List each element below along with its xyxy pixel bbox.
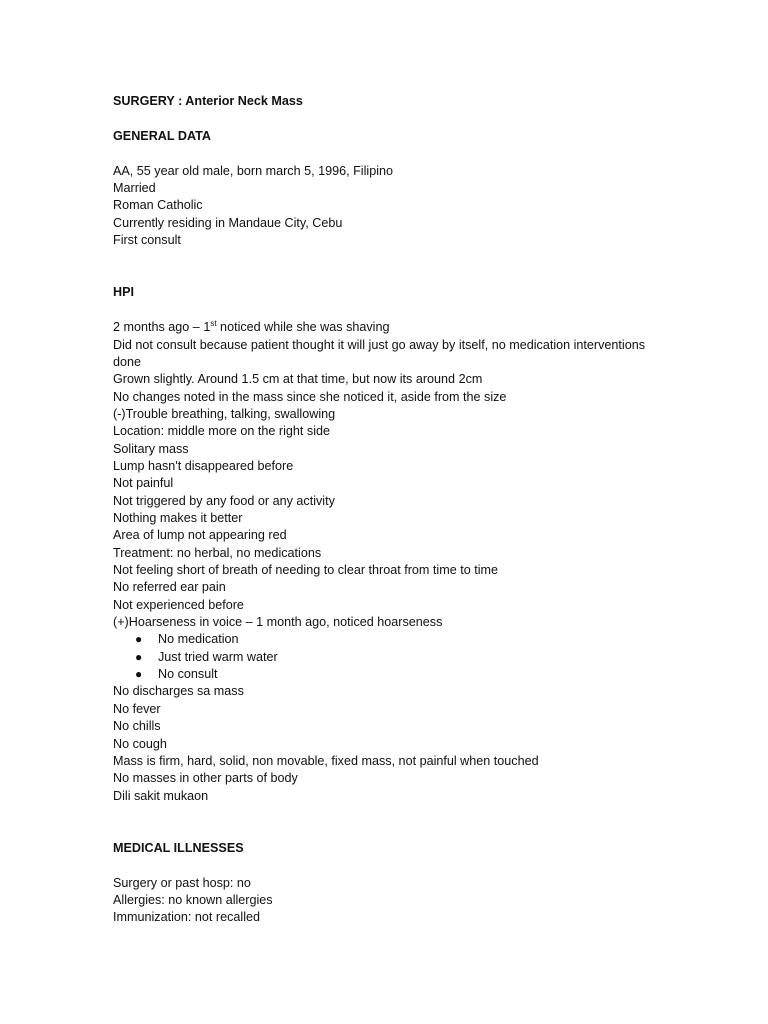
general-data-line: First consult xyxy=(113,233,181,248)
hpi-line: (-)Trouble breathing, talking, swallowing xyxy=(113,406,336,421)
hpi-first-line-prefix: 2 months ago – 1 xyxy=(113,320,211,335)
spacer xyxy=(113,302,673,320)
hpi-line: Nothing makes it better xyxy=(113,511,243,526)
medical-illnesses-heading: MEDICAL ILLNESSES xyxy=(113,840,244,855)
hpi-lines-b xyxy=(113,683,673,804)
hpi-section xyxy=(113,319,673,805)
hpi-bullet-list xyxy=(113,631,673,683)
hpi-line: Not triggered by any food or any activity xyxy=(113,493,335,508)
hpi-bullet-item xyxy=(113,631,673,648)
hpi-line: Dili sakit mukaon xyxy=(113,788,209,803)
spacer xyxy=(113,857,673,875)
spacer xyxy=(113,145,673,163)
hpi-bullet-text: No consult xyxy=(158,667,218,682)
hpi-line: No changes noted in the mass since she noticed it, aside from the size xyxy=(113,389,507,404)
general-data-heading: GENERAL DATA xyxy=(113,128,211,143)
document-title: SURGERY : Anterior Neck Mass xyxy=(113,94,303,108)
hpi-line: No referred ear pain xyxy=(113,580,226,595)
hpi-bullet-item xyxy=(113,649,673,666)
hpi-line: Not experienced before xyxy=(113,597,244,612)
spacer xyxy=(113,110,673,128)
medical-illness-line: Immunization: not recalled xyxy=(113,910,260,925)
hpi-line: Solitary mass xyxy=(113,441,189,456)
hpi-line: No cough xyxy=(113,736,167,751)
hpi-bullet-text: Just tried warm water xyxy=(158,649,278,664)
hpi-line: Mass is firm, hard, solid, non movable, fixed mass, not painful when touched xyxy=(113,753,539,768)
hpi-line: No discharges sa mass xyxy=(113,684,244,699)
general-data-line: Currently residing in Mandaue City, Cebu xyxy=(113,215,343,230)
hpi-line: No fever xyxy=(113,701,161,716)
hpi-line: Location: middle more on the right side xyxy=(113,424,331,439)
bullet-icon: ● xyxy=(135,667,143,682)
ordinal-superscript: st xyxy=(210,319,217,329)
bullet-icon: ● xyxy=(135,649,143,664)
medical-illness-line: Surgery or past hosp: no xyxy=(113,875,251,890)
document-content xyxy=(113,93,673,927)
bullet-icon: ● xyxy=(135,632,143,647)
spacer xyxy=(113,249,673,284)
medical-illness-line: Allergies: no known allergies xyxy=(113,893,273,908)
hpi-line: Not feeling short of breath of needing to clear throat from time to time xyxy=(113,563,499,578)
hpi-line: No chills xyxy=(113,719,161,734)
general-data-line: AA, 55 year old male, born march 5, 1996, Filipino xyxy=(113,163,394,178)
hpi-line: Lump hasn't disappeared before xyxy=(113,459,294,473)
hpi-bullet-item xyxy=(113,666,673,683)
medical-illnesses-section xyxy=(113,875,673,927)
hpi-first-line-suffix: noticed while she was shaving xyxy=(216,320,390,335)
hpi-bullet-text: No medication xyxy=(158,632,239,647)
hpi-line: Grown slightly. Around 1.5 cm at that time, but now its around 2cm xyxy=(113,372,483,387)
hpi-lines-a xyxy=(113,337,673,632)
hpi-line: Not painful xyxy=(113,476,174,491)
hpi-line: Area of lump not appearing red xyxy=(113,528,287,543)
hpi-first-line xyxy=(113,319,673,336)
general-data-line: Married xyxy=(113,181,156,196)
general-data-section xyxy=(113,163,673,250)
hpi-line: No masses in other parts of body xyxy=(113,771,298,786)
hpi-line: Treatment: no herbal, no medications xyxy=(113,545,322,560)
hpi-line: Did not consult because patient thought it will just go away by itself, no medication interventions done xyxy=(113,337,646,369)
hpi-heading: HPI xyxy=(113,285,134,300)
general-data-line: Roman Catholic xyxy=(113,198,203,213)
hpi-line: (+)Hoarseness in voice – 1 month ago, noticed hoarseness xyxy=(113,615,443,630)
spacer xyxy=(113,805,673,840)
